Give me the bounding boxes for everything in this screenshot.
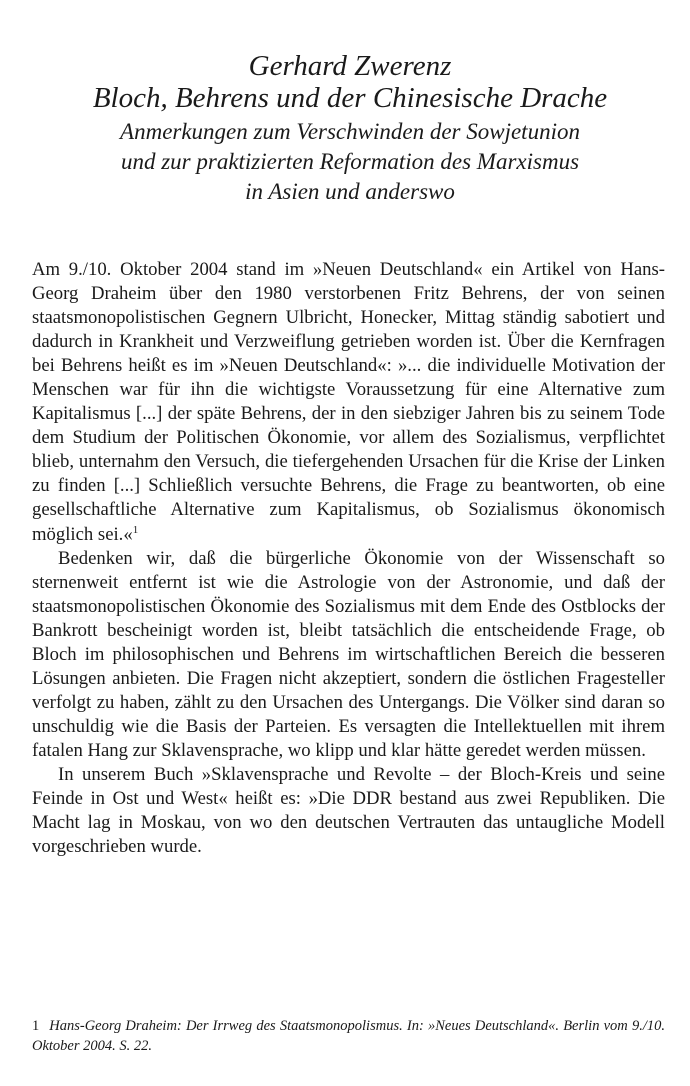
paragraph-1-text: Am 9./10. Oktober 2004 stand im »Neuen Deutschland« ein Artikel von Hans-Georg Draheim über den 1980 verstorbenen Fritz Behrens, der von seinen staatsmonopolistischen Gegnern Ulbricht, Honecker, Mittag ständig sabotiert und dadurch in Krankheit und Verzweiflung getrieben worden ist. Über die Kernfragen bei Behrens heißt es im »Neuen Deutschland«: »... die individuelle Motivation der Menschen war für ihn die wichtigste Voraussetzung für eine Alternative zum Kapitalismus [...] der späte Behrens, der in den siebziger Jahren bis zu seinem Tode dem Studium der Politischen Ökonomie, vor allem des Sozialismus, verpflichtet blieb, unternahm den Versuch, die tiefergehenden Ursachen für die Krise der Linken zu finden [...] Schließlich versuchte Behrens, die Frage zu beantworten, ob eine gesellschaftliche Alternative zum Kapitalismus, ob Sozialismus ökonomisch möglich sei.« — [32, 259, 665, 545]
paragraph-3: In unserem Buch »Sklavensprache und Revolte – der Bloch-Kreis und seine Feinde in Ost und West« heißt es: »Die DDR bestand aus zwei Republiken. Die Macht lag in Moskau, von wo den deutschen Vertrauten das untaugliche Modell vorgeschrieben wurde. — [32, 763, 665, 858]
paragraph-1 — [32, 258, 665, 547]
footnote-text: Der Irrweg des Staatsmonopolismus. In: »Neues Deutschland«. Berlin vom 9./10. Oktober 2004. S. 22. — [32, 1018, 665, 1054]
chapter-subtitle-line-3: in Asien und anderswo — [245, 179, 455, 204]
body-text — [32, 258, 665, 859]
paragraph-2: Bedenken wir, daß die bürgerliche Ökonomie von der Wissenschaft so sternenweit entfernt ist wie die Astrologie von der Astronomie, und daß der staatsmonopolistischen Ökonomie des Sozialismus mit dem Ende des Ostblocks der Bankrott bescheinigt worden ist, bleibt tatsächlich die entscheidende Frage, ob Bloch im philosophischen und Behrens im wirtschaftlichen Bereich die besseren Lösungen anbieten. Die Fragen nicht akzeptiert, sondern die östlichen Fragesteller verfolgt zu haben, zählt zu den Ursachen des Untergangs. Die Völker sind daran so unschuldig wie die Basis der Parteien. Es versagten die Intellektuellen mit ihrem fatalen Hang zur Sklavensprache, wo klipp und klar hätte geredet werden müssen. — [32, 547, 665, 761]
chapter-subtitle-line-2: und zur praktizierten Reformation des Marxismus — [120, 149, 580, 174]
footnote-number: 1 — [32, 1018, 40, 1034]
chapter-title: Bloch, Behrens und der Chinesische Drache — [92, 82, 608, 114]
footnote — [32, 1016, 665, 1056]
footnote-author: Hans-Georg Draheim: — [49, 1018, 182, 1034]
footnote-reference: 1 — [132, 523, 139, 536]
chapter-subtitle-line-1: Anmerkungen zum Verschwinden der Sowjetunion — [120, 119, 580, 144]
author-name: Gerhard Zwerenz — [248, 50, 452, 82]
